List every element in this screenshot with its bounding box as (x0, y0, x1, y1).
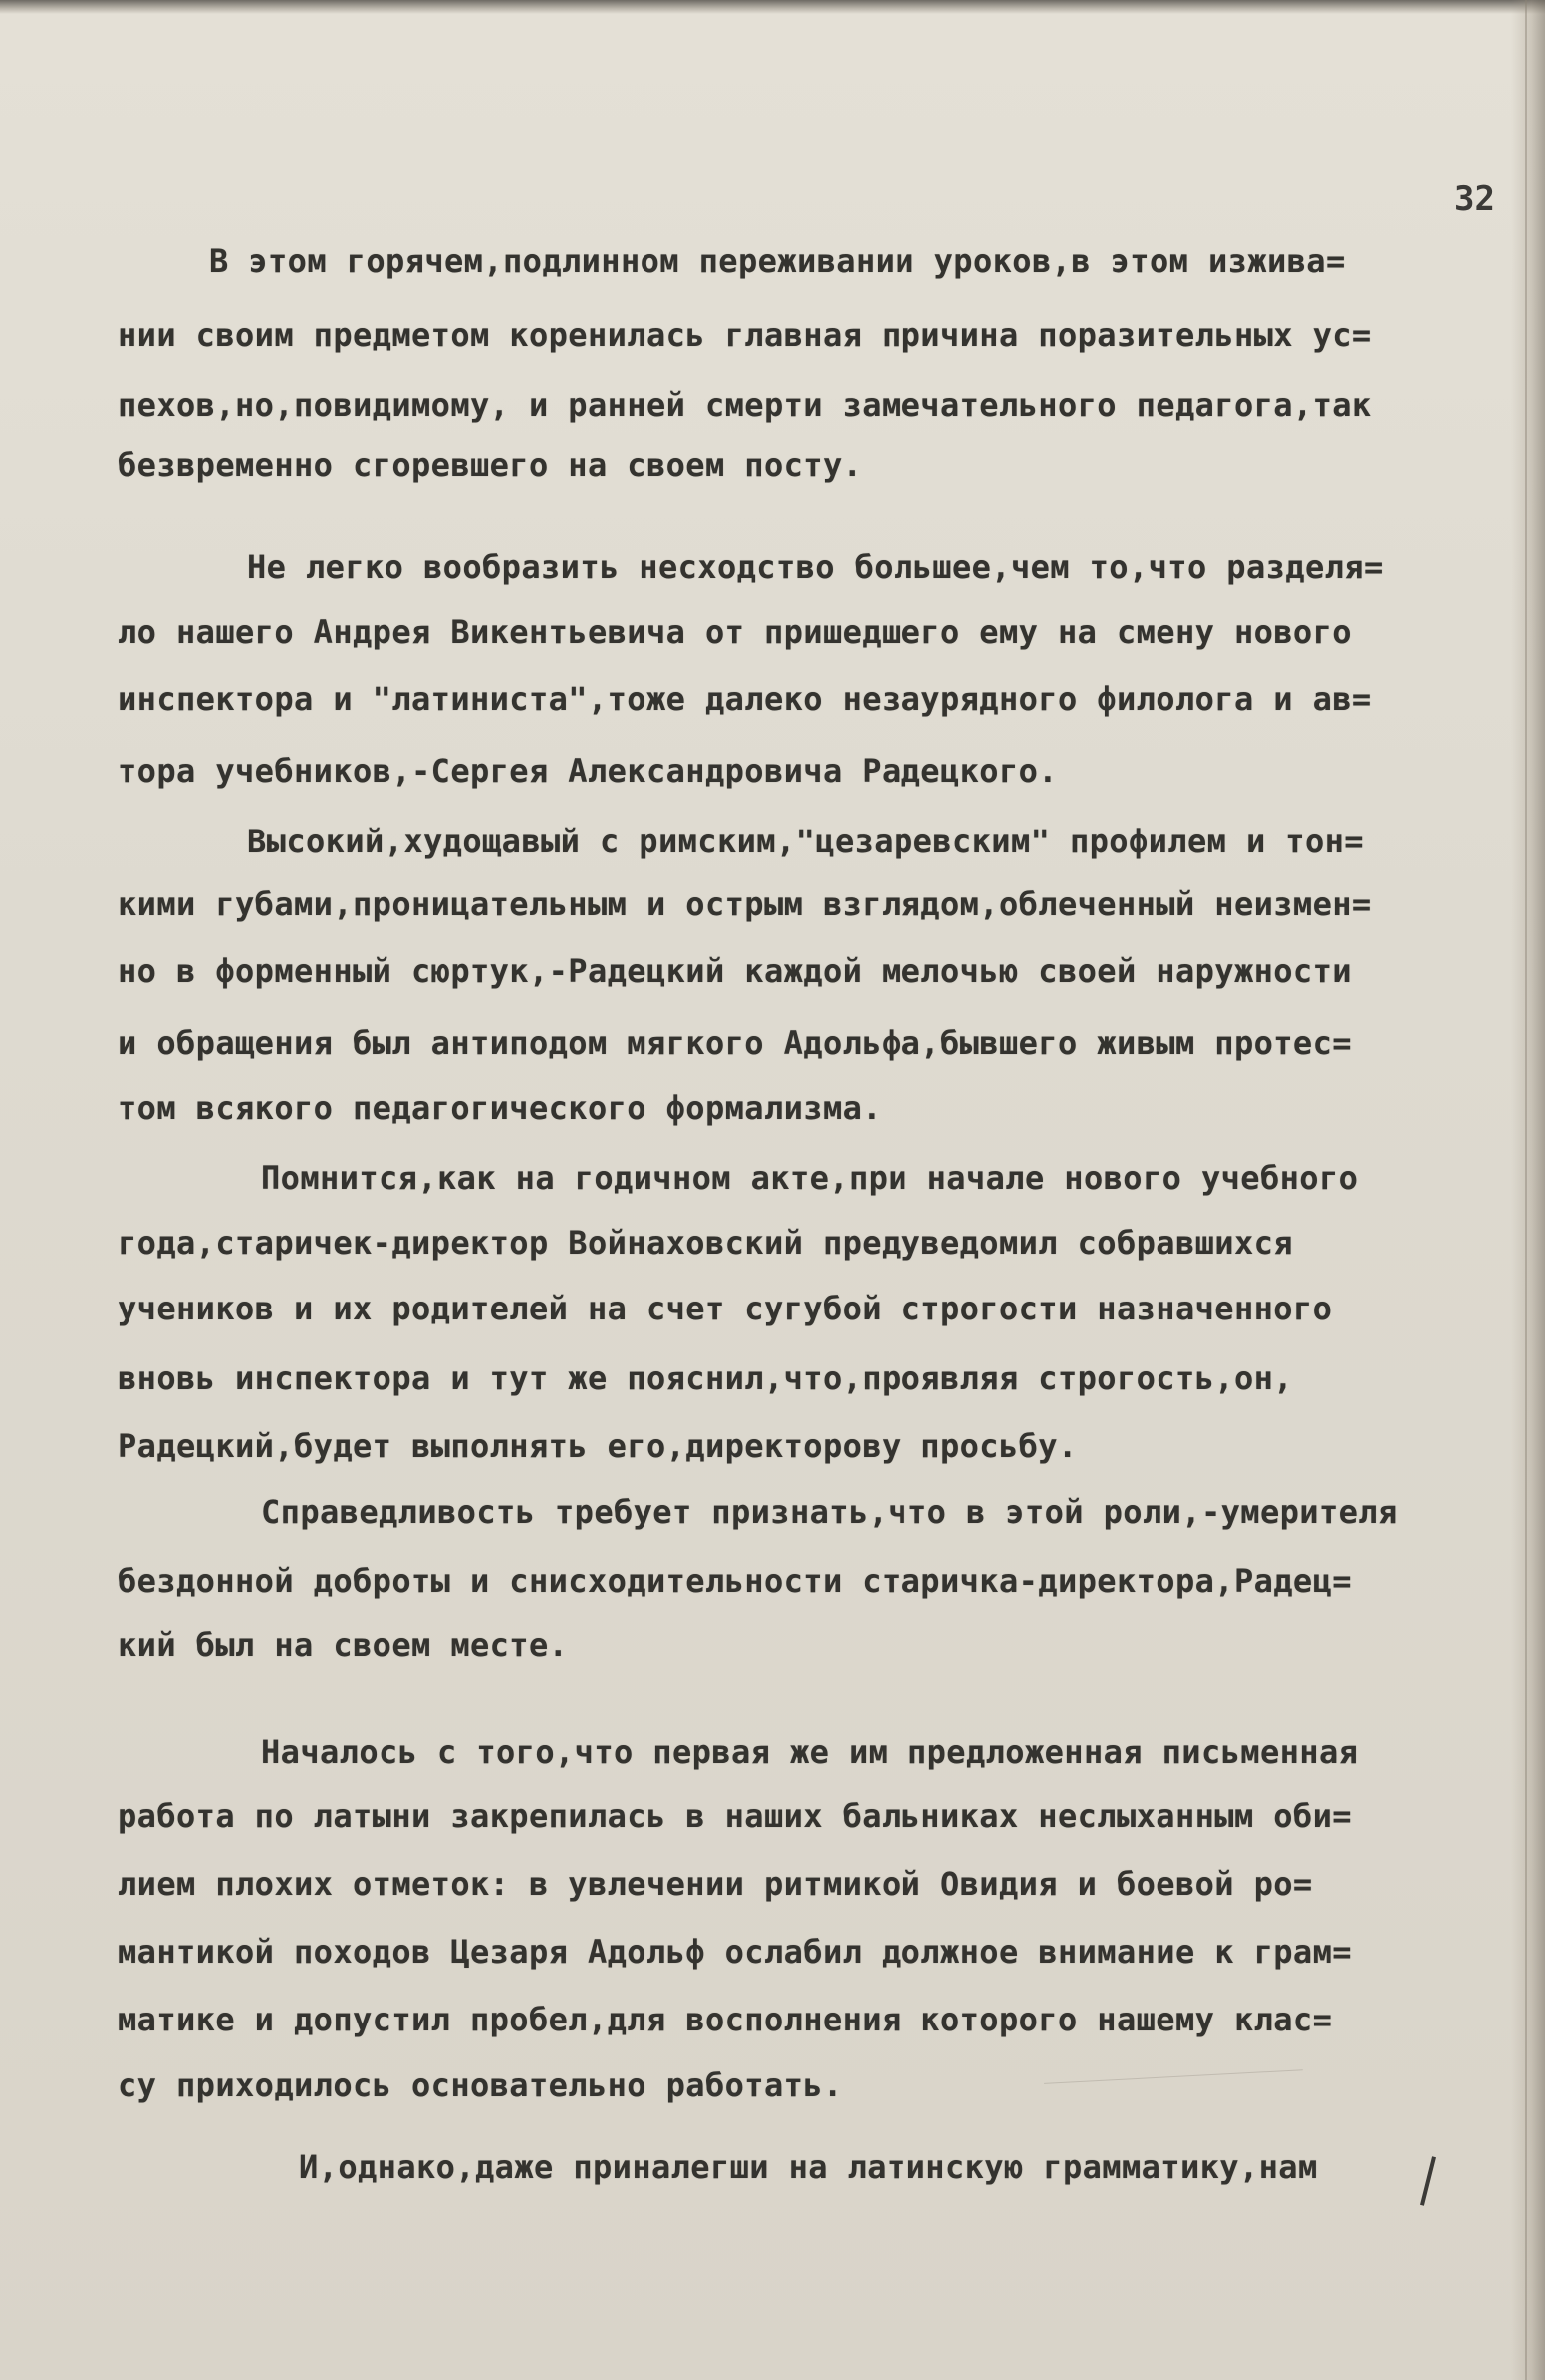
pencil-mark (1420, 2156, 1436, 2205)
text-line: мантикой походов Цезаря Адольф ослабил должное внимание к грам= (118, 1933, 1352, 1971)
page-right-edge (1511, 0, 1545, 2380)
text-line: И,однако,даже приналегши на латинскую грамматику,нам (299, 2148, 1318, 2186)
text-line: лием плохих отметок: в увлечении ритмикой Овидия и боевой ро= (118, 1865, 1313, 1903)
text-line: но в форменный сюртук,-Радецкий каждой мелочью своей наружности (118, 952, 1352, 990)
text-line: Высокий,худощавый с римским,"цезаревским" профилем и тон= (247, 823, 1364, 860)
text-line: работа по латыни закрепилась в наших бальниках неслыханным оби= (118, 1797, 1352, 1835)
text-line: тора учебников,-Сергея Александровича Радецкого. (118, 752, 1058, 790)
text-line: Не легко вообразить несходство большее,чем то,что разделя= (247, 548, 1384, 586)
text-line: Помнится,как на годичном акте,при начале нового учебного (261, 1159, 1359, 1197)
text-line: Началось с того,что первая же им предложенная письменная (261, 1733, 1359, 1771)
page-fold-line (1525, 0, 1527, 2380)
text-line: вновь инспектора и тут же пояснил,что,проявляя строгость,он, (118, 1359, 1293, 1397)
text-line: бездонной доброты и снисходительности старичка-директора,Радец= (118, 1562, 1352, 1600)
text-line: и обращения был антиподом мягкого Адольфа,бывшего живым протес= (118, 1024, 1352, 1062)
text-line: кими губами,проницательным и острым взглядом,облеченный неизмен= (118, 885, 1372, 923)
text-line: безвременно сгоревшего на своем посту. (118, 446, 863, 484)
text-line: кий был на своем месте. (118, 1626, 569, 1664)
text-line: су приходилось основательно работать. (118, 2066, 843, 2104)
text-line: ло нашего Андрея Викентьевича от пришедшего ему на смену нового (118, 613, 1352, 651)
text-line: года,старичек-директор Войнаховский предуведомил собравшихся (118, 1224, 1293, 1262)
text-line: учеников и их родителей на счет сугубой строгости назначенного (118, 1290, 1333, 1327)
text-line: В этом горячем,подлинном переживании уроков,в этом изжива= (209, 242, 1346, 280)
text-line: матике и допустил пробел,для восполнения которого нашему клас= (118, 2001, 1333, 2038)
text-line: том всякого педагогического формализма. (118, 1089, 882, 1127)
page-top-edge (0, 0, 1545, 14)
text-line: пехов,но,повидимому, и ранней смерти замечательного педагога,так (118, 386, 1372, 424)
text-line: нии своим предметом коренилась главная причина поразительных ус= (118, 316, 1372, 354)
text-line: Справедливость требует признать,что в этой роли,-умерителя (261, 1493, 1398, 1531)
page-number: 32 (1454, 179, 1495, 219)
text-line: Радецкий,будет выполнять его,директорову просьбу. (118, 1427, 1078, 1465)
text-line: инспектора и "латиниста",тоже далеко незаурядного филолога и ав= (118, 680, 1372, 718)
